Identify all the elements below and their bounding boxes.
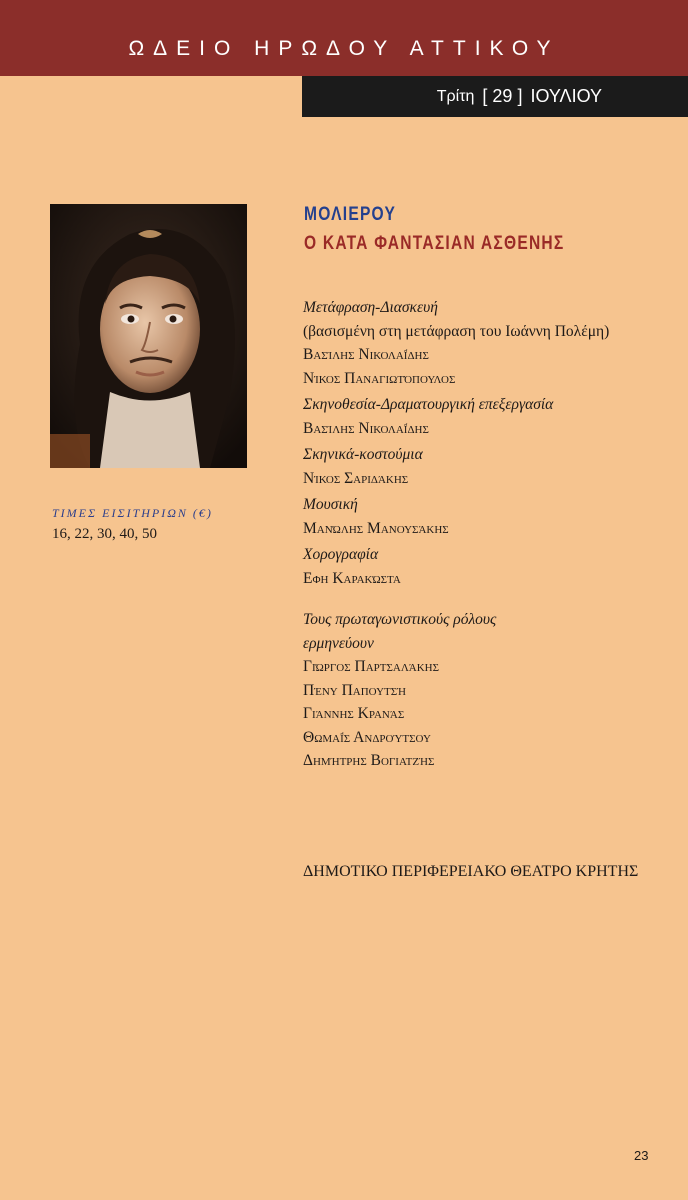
credit-music: [303, 493, 683, 540]
credit-role: Μετάφραση-Διασκευή: [303, 299, 438, 316]
prices-label: ΤΙΜΕΣ ΕΙΣΙΤΗΡΙΩΝ (€): [52, 506, 213, 520]
credit-role: Σκηνικά-κοστούμια: [303, 446, 423, 463]
credit-name: Νίκος Σαριδάκης: [303, 469, 409, 487]
cast-role: ερμηνεύουν: [303, 634, 374, 652]
play-title: Ο ΚΑΤΑ ΦΑΝΤΑΣΙΑΝ ΑΣΘΕΝΗΣ: [304, 233, 565, 254]
credit-translation: [303, 296, 683, 390]
date-month: ΙΟΥΛΙΟΥ: [530, 86, 602, 106]
credit-role: Μουσική: [303, 496, 358, 513]
cast-name: Πένυ Παπουτσή: [303, 681, 407, 699]
credit-note: (βασισμένη στη μετάφραση του Ιωάννη Πολέμη): [303, 322, 610, 340]
cast-role: Τους πρωταγωνιστικούς ρόλους: [303, 611, 497, 628]
credit-role: Χορογραφία: [303, 546, 379, 563]
cast: [303, 608, 683, 773]
cast-name: Δημήτρης Βογιατζής: [303, 752, 435, 769]
credit-name: Νίκος Παναγιωτόπουλος: [303, 369, 456, 387]
credit-direction: [303, 393, 683, 440]
credit-role: Σκηνοθεσία-Δραματουργική επεξεργασία: [303, 396, 554, 413]
date-weekday: Τρίτη: [436, 87, 475, 105]
play-author: ΜΟΛΙΕΡΟΥ: [304, 204, 397, 225]
credit-choreography: [303, 543, 683, 590]
credits: [303, 296, 683, 773]
cast-name: Θωμαΐς Ανδρούτσου: [303, 728, 431, 746]
credit-name: Βασίλης Νικολαΐδης: [303, 346, 429, 363]
credit-name: Εφη Καρακώστα: [303, 569, 401, 587]
date-bar: [302, 76, 688, 117]
cast-name: Γιάννης Κρανάς: [303, 705, 405, 722]
venue-title: ΩΔΕΙΟ ΗΡΩΔΟΥ ΑΤΤΙΚΟΥ: [128, 37, 560, 60]
prices-values: 16, 22, 30, 40, 50: [52, 526, 157, 542]
page-number: 23: [634, 1148, 649, 1163]
credit-name: Μανώλης Μανουσάκης: [303, 519, 449, 537]
moliere-portrait: [50, 204, 247, 468]
theatre-company: ΔΗΜΟΤΙΚΟ ΠΕΡΙΦΕΡΕΙΑΚΟ ΘΕΑΤΡΟ ΚΡΗΤΗΣ: [303, 863, 639, 880]
credit-sets-costumes: [303, 443, 683, 490]
ticket-prices: [52, 505, 272, 544]
credit-name: Βασίλης Νικολαΐδης: [303, 419, 429, 437]
date-day: [ 29 ]: [482, 86, 523, 106]
cast-name: Γιώργος Παρτσαλάκης: [303, 658, 440, 675]
